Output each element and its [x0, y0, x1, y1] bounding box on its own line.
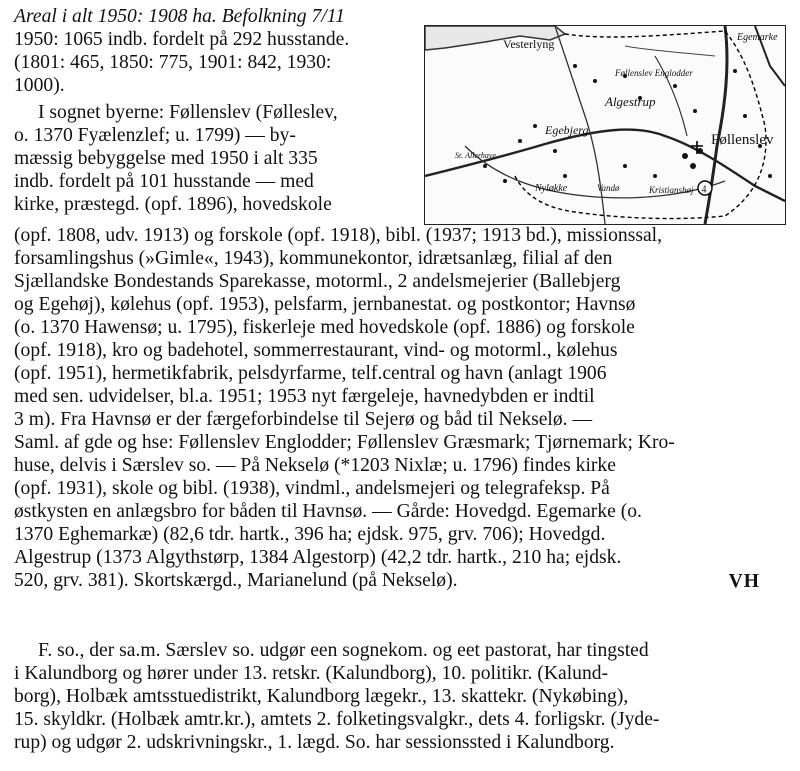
text-line-content: 520, grv. 381). Skortskærgd., Marianelund (på Nekselø). — [14, 570, 458, 591]
text-line — [14, 431, 675, 454]
map-label: Vandø — [597, 183, 620, 193]
map-label: Egebjerg — [545, 123, 589, 137]
text-line-content: mæssig bebyggelse med 1950 i alt 335 — [14, 148, 318, 169]
text-line-content: (opf. 1808, udv. 1913) og forskole (opf. 1918), bibl. (1937; 1913 bd.), missionssal, — [14, 225, 662, 246]
text-line — [14, 124, 296, 147]
parish-map — [424, 25, 786, 225]
text-line — [14, 147, 318, 170]
text-line-content: 1370 Eghemarkæ) (82,6 tdr. hartk., 396 ha; ejdsk. 975, grv. 706); Hovedgd. — [14, 524, 606, 545]
text-line — [14, 569, 458, 592]
text-line-content: Sjællandske Bondestands Sparekasse, motorml., 2 andelsmejerier (Ballebjerg — [14, 271, 621, 292]
text-line — [38, 639, 649, 662]
text-line-content: (opf. 1931), skole og bibl. (1938), vindml., andelsmejeri og telegrafeksp. På — [14, 478, 610, 499]
text-line — [38, 101, 338, 124]
text-line — [14, 362, 607, 385]
text-line — [14, 224, 662, 247]
text-line-content: 3 m). Fra Havnsø er der færgeforbindelse til Sejerø og båd til Nekselø. — — [14, 409, 593, 430]
text-line-content: (o. 1370 Hawensø; u. 1795), fiskerleje med hovedskole (opf. 1886) og forskole — [14, 317, 635, 338]
text-line — [14, 270, 620, 293]
text-line-content: forsamlingshus (»Gimle«, 1943), kommunekontor, idrætsanlæg, filial af den — [14, 248, 613, 269]
map-label: Vesterlyng — [503, 37, 555, 51]
text-line-content: 1950: 1065 indb. fordelt på 292 husstande. — [14, 29, 350, 50]
text-line — [14, 5, 345, 28]
parish-map-graphic — [425, 26, 785, 224]
settlement-dots — [483, 64, 772, 183]
text-line — [14, 51, 331, 74]
text-line — [14, 408, 592, 431]
text-line-content: I sognet byerne: Føllenslev (Følleslev, — [38, 102, 338, 123]
map-label: Føllenslev Englodder — [615, 68, 693, 78]
text-line — [14, 316, 635, 339]
text-line — [14, 28, 349, 51]
text-line-content: F. so., der sa.m. Særslev so. udgør een sognekom. og eet pastorat, har tingsted — [38, 640, 649, 661]
text-line-content: borg), Holbæk amtsstuedistrikt, Kalundborg lægekr., 13. skattekr. (Nykøbing), — [14, 686, 629, 707]
text-line-content: 15. skyldkr. (Holbæk amtr.kr.), amtets 2. folketingsvalgkr., dets 4. forligskr. (Jyde- — [14, 709, 660, 730]
text-line — [14, 477, 610, 500]
text-line-content: Saml. af gde og hse: Føllenslev Englodder; Føllenslev Græsmark; Tjørnemark; Kro- — [14, 432, 675, 453]
text-line — [14, 170, 314, 193]
map-label: Egemarke — [737, 32, 778, 43]
text-line — [14, 454, 616, 477]
text-line — [14, 523, 605, 546]
text-line-content: Areal i alt 1950: 1908 ha. Befolkning 7/11 — [14, 6, 345, 27]
text-line — [14, 662, 608, 685]
text-line-content: Algestrup (1373 Algythstørp, 1384 Algestorp) (42,2 tdr. hartk., 210 ha; ejdsk. — [14, 547, 622, 568]
text-line-content: rup) og udgør 2. udskrivningskr., 1. lægd. So. har sessionssted i Kalundborg. — [14, 732, 615, 753]
text-line — [14, 546, 621, 569]
text-line-content: o. 1370 Fyælenzlef; u. 1799) — by- — [14, 125, 296, 146]
text-line-content: (opf. 1918), kro og badehotel, sommerrestaurant, vind- og motorml., kølehus — [14, 340, 618, 361]
text-line — [14, 74, 65, 97]
text-line — [14, 293, 635, 316]
text-line-content: og Egehøj), kølehus (opf. 1953), pelsfarm, jernbanestat. og postkontor; Havnsø — [14, 294, 636, 315]
text-line — [14, 500, 642, 523]
text-line-content: (1801: 465, 1850: 775, 1901: 842, 1930: — [14, 52, 332, 73]
text-line-content: 1000). — [14, 75, 65, 96]
road — [625, 46, 715, 56]
text-line-content: i Kalundborg og hører under 13. retskr. (Kalundborg), 10. politikr. (Kalund- — [14, 663, 609, 684]
text-line — [14, 193, 332, 216]
text-line — [14, 708, 659, 731]
text-line-content: indb. fordelt på 101 husstande — med — [14, 171, 314, 192]
author-signature: VH — [728, 571, 760, 592]
text-line-content: huse, delvis i Særslev so. — På Nekselø (*1203 Nixlæ; u. 1796) findes kirke — [14, 455, 616, 476]
text-line — [14, 731, 615, 754]
text-line — [14, 685, 628, 708]
text-line-content: (opf. 1951), hermetikfabrik, pelsdyrfarme, telf.central og havn (anlagt 1906 — [14, 363, 607, 384]
text-line — [14, 385, 595, 408]
map-label: Kristianshøj — [649, 185, 694, 195]
route-number: 4 — [701, 184, 707, 196]
map-label: St. Allerhave — [455, 151, 497, 160]
map-label: Algestrup — [605, 94, 656, 109]
text-line-content: kirke, præstegd. (opf. 1896), hovedskole — [14, 194, 332, 215]
text-line — [14, 339, 617, 362]
text-line-content: østkysten en anlægsbro for båden til Havnsø. — Gårde: Hovedgd. Egemarke (o. — [14, 501, 642, 522]
map-label: Nyløkke — [535, 183, 568, 194]
text-line — [14, 247, 612, 270]
map-label: Føllenslev — [711, 132, 774, 148]
text-line-content: med sen. udvidelser, bl.a. 1951; 1953 nyt færgeleje, havnedybden er indtil — [14, 386, 595, 407]
